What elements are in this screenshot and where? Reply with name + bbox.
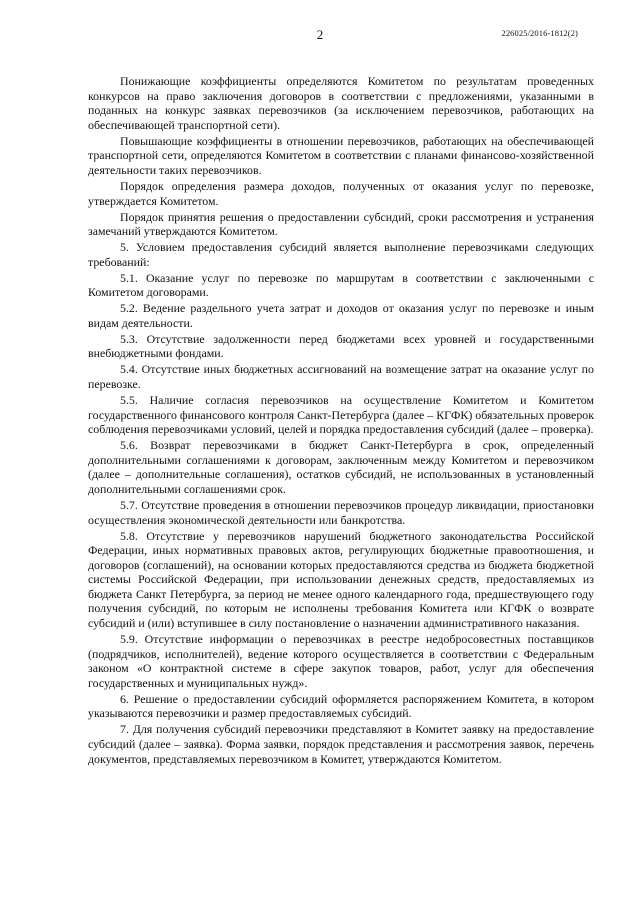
paragraph: Повышающие коэффициенты в отношении перевозчиков, работающих на обеспечивающей транспортной сети, определяются Комитетом в соответствии с планами финансово-хозяйственной деятельности таких перевозчиков. [88, 133, 594, 177]
paragraph: 5.2. Ведение раздельного учета затрат и доходов от оказания услуг по перевозке и иным видам деятельности. [88, 301, 594, 330]
paragraph: 5.5. Наличие согласия перевозчиков на осуществление Комитетом и Комитетом государственного финансового контроля Санкт-Петербурга (далее – КГФК) обязательных проверок соблюдения перевозчиками условий, целей и порядка предоставления субсидий (далее – проверка). [88, 392, 594, 437]
paragraph: 6. Решение о предоставлении субсидий оформляется распоряжением Комитета, в котором указываются перевозчики и размер предоставляемых субсидий. [88, 691, 594, 721]
page-number: 2 [316, 27, 324, 42]
document-id: 226025/2016-1812(2) [501, 28, 578, 38]
paragraph: 5.8. Отсутствие у перевозчиков нарушений бюджетного законодательства Российской Федерации, иных нормативных правовых актов, регулирующих бюджетные правоотношения, и договоров (соглашений), на основании которых предоставляются средства из бюджета бюджетной системы Российской Федерации, при использовании денежных средств, предоставляемых из бюджета Санкт Петербурга, за период не менее одного календарного года, предшествующего году получения субсидий, по которым не исполнены требования Комитета или КГФК о возврате субсидий и (или) вступившее в силу постановление о назначении административного наказания. [88, 528, 594, 631]
paragraph: 5.9. Отсутствие информации о перевозчиках в реестре недобросовестных поставщиков (подрядчиков, исполнителей), ведение которого осуществляется в соответствии с Федеральным законом «О контрактной системе в сфере закупок товаров, работ, услуг для обеспечения государственных и муниципальных нужд». [88, 632, 594, 690]
paragraph: 5.4. Отсутствие иных бюджетных ассигнований на возмещение затрат на оказание услуг по перевозке. [88, 362, 594, 391]
document-body [88, 74, 594, 768]
paragraph: 5. Условием предоставления субсидий является выполнение перевозчиками следующих требований: [88, 240, 594, 269]
paragraph: 7. Для получения субсидий перевозчики представляют в Комитет заявку на предоставление субсидий (далее – заявка). Форма заявки, порядок представления и рассмотрения заявок, перечень документов, представляемых перевозчиком в Комитет, утверждаются Комитетом. [88, 722, 594, 766]
paragraph: 5.3. Отсутствие задолженности перед бюджетами всех уровней и государственными внебюджетными фондами. [88, 331, 594, 361]
paragraph: 5.1. Оказание услуг по перевозке по маршрутам в соответствии с заключенными с Комитетом договорами. [88, 270, 594, 300]
paragraph: 5.6. Возврат перевозчиками в бюджет Санкт-Петербурга в срок, определенный дополнительными соглашениями к договорам, заключенным между Комитетом и перевозчиком (далее – дополнительные соглашения), остатков субсидий, не использованных в установленный дополнительными соглашениями срок. [88, 438, 594, 496]
paragraph: 5.7. Отсутствие проведения в отношении перевозчиков процедур ликвидации, приостановки осуществления экономической деятельности или банкротства. [88, 497, 594, 527]
paragraph: Понижающие коэффициенты определяются Комитетом по результатам проведенных конкурсов на право заключения договоров в соответствии с предложениями, указанными в поданных на конкурс заявках перевозчиков (за исключением перевозчиков, работающих на обеспечивающей транспортной сети). [88, 74, 594, 132]
paragraph: Порядок определения размера доходов, полученных от оказания услуг по перевозке, утверждается Комитетом. [88, 178, 594, 208]
paragraph: Порядок принятия решения о предоставлении субсидий, сроки рассмотрения и устранения замечаний утверждаются Комитетом. [88, 209, 594, 239]
